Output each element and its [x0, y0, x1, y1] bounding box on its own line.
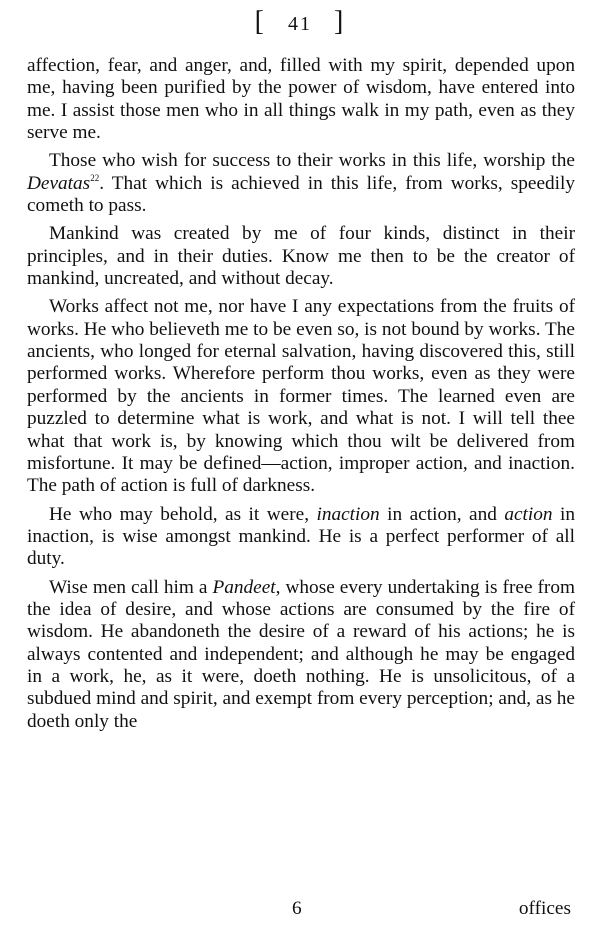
paragraph [27, 296, 575, 497]
page-number: 41 [288, 13, 312, 35]
paragraph [27, 150, 575, 217]
body-text [27, 55, 575, 739]
paragraph [27, 55, 575, 144]
italic-term-pandeet: Pandeet [212, 576, 276, 598]
italic-term-inaction: inaction [316, 503, 380, 525]
bracket-close: ] [334, 6, 346, 37]
paragraph-text: in inaction, is wise amongst mankind. He is a perfect performer of all duty. [27, 503, 575, 570]
page-footer [0, 898, 600, 924]
catchword: offices [518, 898, 571, 919]
paragraph-text: . That which is achieved in this life, from works, speedily cometh to pass. [27, 172, 575, 217]
paragraph-text: Wise men call him a [49, 576, 213, 598]
italic-term-devatas: Devatas [27, 172, 91, 194]
bracket-open: [ [254, 6, 266, 37]
italic-term-action: action [504, 503, 553, 525]
paragraph [27, 504, 575, 571]
footnote-reference: 22 [90, 172, 100, 183]
paragraph-text: He who may behold, as it were, [49, 503, 317, 525]
paragraph-text: Mankind was created by me of four kinds, distinct in their principles, and in their duties. Know me then to be the creator of mankind, uncreated, and without decay. [27, 223, 575, 290]
paragraph-text: in action, and [379, 503, 505, 525]
paragraph-text: Works affect not me, nor have I any expectations from the fruits of works. He who believeth me to be even so, is not bound by works. The ancients, who longed for eternal salvation, having discovered this, still performed works. Wherefore perform thou works, even as they were performed by the ancients in former times. The learned even are puzzled to determine what is work, and what is not. I will tell thee what that work is, by knowing which thou wilt be delivered from misfortune. It may be defined—action, improper action, and inaction. The path of action is full of darkness. [27, 296, 575, 497]
page-header [0, 2, 600, 44]
paragraph [27, 577, 575, 733]
signature-mark: 6 [292, 898, 302, 919]
paragraph-text: affection, fear, and anger, and, filled with my spirit, depended upon me, having been purified by the power of wisdom, have entered into me. I assist those men who in all things walk in my path, even as they serve me. [27, 55, 575, 144]
paragraph-text: , whose every undertaking is free from the idea of desire, and whose actions are consumed by the fire of wisdom. He abandoneth the desire of a reward of his actions; he is always contented and independent; and although he may be engaged in a work, he, as it were, doeth nothing. He is unsolicitous, of a subdued mind and spirit, and exempt from every perception; and, as he doeth only the [27, 576, 575, 732]
paragraph-text: Those who wish for success to their works in this life, worship the [49, 150, 575, 172]
paragraph [27, 223, 575, 290]
